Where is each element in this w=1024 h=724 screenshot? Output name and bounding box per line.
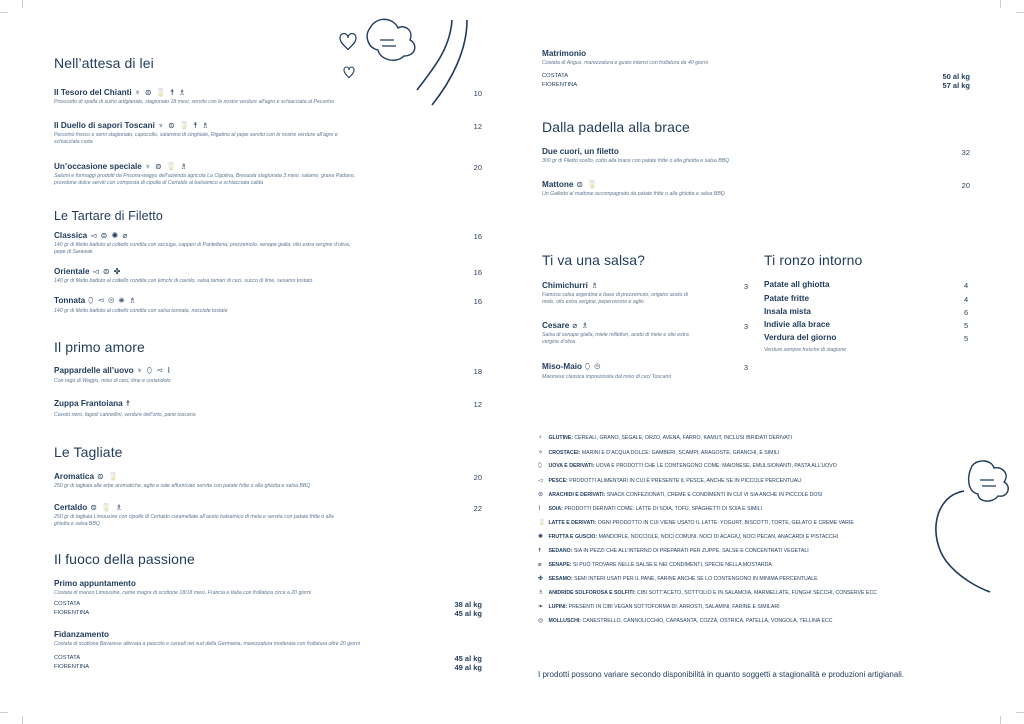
item-name: Zuppa Frantoiana <box>54 399 123 408</box>
crop-mark <box>0 712 8 713</box>
side-item: Insala mista <box>764 307 811 316</box>
allergen-row: ⊜ ARACHIDI E DERIVATI: SNACK CONFEZIONATI, CREME E CONDIMENTI IN CUI VI SIA ANCHE IN PICCOLE DOSI <box>538 492 823 498</box>
item-description: Costata di scottona Bavarese allevata a pascolo e cereali nel sud della Germania, marezzatura moderata con frollatura oltre 20 giorni <box>54 641 360 647</box>
item-description: Maionese classica impreziosita dal miso di ceci Toscano <box>542 374 672 380</box>
crop-mark <box>22 716 23 724</box>
item-name: Certaldo <box>54 503 88 512</box>
crop-mark <box>1000 716 1001 724</box>
item-name: Due cuori, un filetto <box>542 147 619 156</box>
allergen-row: ◅ PESCE: PRODOTTI ALIMENTARI IN CUI È PRESENTE IL PESCE, ANCHE SE IN PICCOLE PERCENTUALI <box>538 478 802 484</box>
cut-label: COSTATA <box>54 601 81 607</box>
section-title-ronzo-intorno: Ti ronzo intorno <box>764 252 863 268</box>
menu-item-tesoro-chianti <box>54 88 474 106</box>
side-price: 4 <box>964 281 969 290</box>
item-price: 10 <box>473 89 482 98</box>
lupin-icon: ❧ <box>538 604 544 610</box>
menu-item-fidanzamento <box>54 630 454 648</box>
item-description: 250 gr di tagliata alle erbe aromatiche, aglio e sale affumicato servita con patate fritte o alla ghiotta e salsa BBQ <box>54 483 311 489</box>
allergen-icons: ♆ ⊜ 🥛 ☨ ♗ <box>134 88 187 97</box>
menu-item-orientale <box>54 267 454 285</box>
allergen-icons: ♆ ⊜ 🥛 ♗ <box>144 162 189 171</box>
item-price: 16 <box>473 297 482 306</box>
item-name: Pappardelle all’uovo <box>54 366 134 375</box>
peanut-icon: ⊜ <box>538 492 544 498</box>
cut-price: 57 al kg <box>942 81 970 90</box>
item-description: 300 gr di Filetto scelto, cotto alla brace con patate fritte o alla ghiotta e salsa BBQ <box>542 158 730 164</box>
crop-mark <box>1000 0 1001 8</box>
item-name: Aromatica <box>54 472 95 481</box>
item-price: 16 <box>473 268 482 277</box>
side-note: Verdure sempre fresche di stagione <box>764 347 846 353</box>
menu-item-miso-maio <box>542 362 732 381</box>
cut-price: 38 al kg <box>454 600 482 609</box>
menu-item-tonnata <box>54 296 454 315</box>
cut-label: COSTATA <box>54 655 81 661</box>
soy-icon: ⌇ <box>538 506 541 512</box>
wheat-icon: ♆ <box>538 435 543 441</box>
item-description: Famosa salsa argentina a base di prezzemolo, origano aceto di mele, olio extra vergine, peperoncino e aglio <box>542 292 688 305</box>
menu-item-pappardelle <box>54 366 454 385</box>
sulphite-icon: ♗ <box>538 590 544 596</box>
allergen-icons: ⬯ ◅ ⊜ ✺ ♗ <box>88 296 138 305</box>
menu-item-occasione-speciale <box>54 162 374 187</box>
allergen-icons: ⊜ 🥛 <box>576 180 599 189</box>
side-item: Patate all ghiotta <box>764 280 830 289</box>
nut-icon: ✺ <box>538 534 544 540</box>
section-title-primo-amore: Il primo amore <box>54 339 145 355</box>
item-name: Il Duello di sapori Toscani <box>54 121 155 130</box>
fish-icon: ◅ <box>538 478 543 484</box>
menu-item-classica <box>54 231 354 256</box>
allergen-icons: ♆ ⬯ ◅ ⌇ <box>136 366 172 375</box>
cut-price: 49 al kg <box>454 663 482 672</box>
allergen-row: ♆ GLUTINE: CEREALI, GRANO, SEGALE, ORZO, AVENA, FARRO, KAMUT, INCLUSI IBRIDATI DERIVATI <box>538 435 792 441</box>
menu-item-due-cuori <box>542 147 922 165</box>
item-description: 140 gr di filetto battuto al coltello condita con salsa tonnata, nocciole tostate <box>54 308 228 314</box>
section-title-attesa: Nell’attesa di lei <box>54 55 154 71</box>
allergen-row: ◎ MOLLUSCHI: CANESTRELLO, CANNOLICCHIO, CAPASANTA, COZZA, OSTRICA, PATELLA, VONGOLA, TELLINA ECC <box>538 618 833 624</box>
cut-label: FIORENTINA <box>54 664 90 670</box>
side-price: 5 <box>964 321 969 330</box>
item-name: Chimichurri <box>542 281 588 290</box>
item-name: Primo appuntamento <box>54 579 136 588</box>
side-item: Patate fritte <box>764 294 810 303</box>
allergen-row: ⬯ UOVA E DERIVATI: UOVA E PRODOTTI CHE LE CONTENGONO COME: MAIONESE, EMULSIONANTI, PASTA ALL’UOVO <box>538 463 837 469</box>
item-name: Mattone <box>542 180 574 189</box>
item-name: Classica <box>54 231 88 240</box>
menu-item-zuppa-frantoiana <box>54 399 454 419</box>
crop-mark <box>1016 12 1024 13</box>
item-name: Fidanzamento <box>54 630 110 639</box>
item-description: Costata di Angus, marezzatura e gusto intensi con frollatura da 40 giorni <box>542 60 708 66</box>
side-price: 4 <box>964 295 969 304</box>
item-description: 250 gr di tagliata Limousine con cipolle di Certaldo caramellate all’aceto balsamico di mela e servita con patate fritte o alla ghiotta e salsa BBQ <box>54 514 334 527</box>
item-name: Matrimonio <box>542 49 587 58</box>
allergen-icons: ♆ ⊜ 🥛 ☨ ♗ <box>157 121 210 130</box>
allergen-icons: ☨ <box>125 399 132 408</box>
menu-item-certaldo <box>54 503 344 528</box>
item-description: Pecorino fresco e semi stagionato, capocollo, salamino di cinghiale, Rigatino al pepe servito con le nostre verdure all’agro e schiacciata carta <box>54 132 338 145</box>
item-price: 32 <box>961 148 970 157</box>
item-name: Cesare <box>542 321 570 330</box>
section-title-padella-brace: Dalla padella alla brace <box>542 119 690 135</box>
menu-item-cesare <box>542 321 702 346</box>
footer-note: I prodotti possono variare secondo disponibilità in quanto soggetti a stagionalità e produzioni artigianali. <box>538 670 905 679</box>
mustard-icon: ⌀ <box>538 562 542 568</box>
menu-item-matrimonio <box>542 49 942 67</box>
cut-label: FIORENTINA <box>542 82 578 88</box>
side-item: Indivie alla brace <box>764 320 830 329</box>
celery-icon: ☨ <box>538 548 542 554</box>
mollusc-icon: ◎ <box>538 618 544 624</box>
section-title-tagliate: Le Tagliate <box>54 444 123 460</box>
item-description: Con ragù di Wagyu, miso di ceci, lime e coriandolo <box>54 378 171 384</box>
allergen-icons: ♗ <box>590 281 600 290</box>
item-name: Miso-Maio <box>542 362 583 371</box>
item-price: 20 <box>473 473 482 482</box>
item-description: 140 gr di filetto battuto al coltello condita con acciuga, capperi di Pantelleria, prezzemolo, senape gialla, olio extra vergine d’oliva, pepe di Sarawak <box>54 242 351 255</box>
allergen-icons: ⊜ 🥛 <box>97 472 119 481</box>
allergen-icons: ⌀ ♗ <box>572 321 590 330</box>
item-price: 16 <box>473 232 482 241</box>
allergen-row: ✤ SESAMO: SEMI INTERI USATI PER IL PANE, FARINE ANCHE SE LO CONTENGONO IN MINIMA PERCENTUALE <box>538 576 818 582</box>
cut-price: 45 al kg <box>454 654 482 663</box>
allergen-icons: ⊜ 🥛 ♗ <box>90 503 124 512</box>
section-title-tartare: Le Tartare di Filetto <box>54 209 163 223</box>
cut-label: COSTATA <box>542 73 569 79</box>
item-name: Orientale <box>54 267 90 276</box>
cut-price: 45 al kg <box>454 609 482 618</box>
cut-price: 50 al kg <box>942 72 970 81</box>
side-price: 5 <box>964 334 969 343</box>
allergen-row: ☨ SEDANO: SIA IN PEZZI CHE ALL’INTERNO DI PREPARATI PER ZUPPE, SALSE E CONCENTRATI VEGETALI <box>538 548 809 554</box>
item-description: Costata di manzo Limousine, carne magra di scottone 18/18 mesi, Francia e Italia con frollatura circa a 20 giorni <box>54 590 312 596</box>
menu-item-chimichurri <box>542 281 702 306</box>
allergen-icons: ◅ ⊜ ✤ <box>92 267 122 276</box>
menu-item-primo-appuntamento <box>54 579 454 597</box>
section-title-fuoco-passione: Il fuoco della passione <box>54 551 195 567</box>
item-price: 12 <box>473 400 482 409</box>
crop-mark <box>0 12 8 13</box>
sesame-icon: ✤ <box>538 576 544 582</box>
item-description: Un Galletto al mattone accompagnato da patate fritte o alla ghiotta e salsa BBQ <box>542 191 725 197</box>
item-price: 3 <box>743 322 748 331</box>
allergen-row: ❧ LUPINI: PRESENTI IN CIBI VEGAN SOTTOFORMA DI: ARROSTI, SALAMINI, FARINE E SIMILARI <box>538 604 780 610</box>
item-price: 3 <box>743 282 748 291</box>
crop-mark <box>1016 712 1024 713</box>
allergen-row: ⌇ SOIA: PRODOTTI DERIVATI COME: LATTE DI SOIA, TOFU, SPAGHETTI DI SOIA E SIMILI <box>538 506 763 512</box>
allergen-icons: ◅ ⊜ ✺ ⌀ <box>90 231 129 240</box>
allergen-row: ✧ CROSTACEI: MARINI E D’ACQUA DOLCE: GAMBERI, SCAMPI, ARAGOSTE, GRANCHI, E SIMILI <box>538 450 780 456</box>
allergen-row: ⌀ SENAPE: SI PUÒ TROVARE NELLE SALSE E NEI CONDIMENTI, SPECIE NELLA MOSTARDA <box>538 562 772 568</box>
milk-icon: 🥛 <box>538 520 546 526</box>
item-description: Salsa di senape gialla, miele millefiori, aceto di mele e olio extra vergine d’oliva <box>542 332 689 345</box>
item-price: 22 <box>473 504 482 513</box>
egg-icon: ⬯ <box>538 463 542 469</box>
item-price: 20 <box>473 163 482 172</box>
item-price: 20 <box>961 181 970 190</box>
item-name: Un’occasione speciale <box>54 162 142 171</box>
allergen-row: 🥛 LATTE E DERIVATI: OGNI PRODOTTO IN CUI VIENE USATO IL LATTE: YOGURT, BISCOTTI, TORTE, GELATO E CREME VARIE <box>538 520 854 526</box>
allergen-row: ✺ FRUTTA E GUSCIO: MANDORLE, NOCCIOLE, NOCI COMUNI, NOCI DI ACAGIÙ, NOCI PECAN, ANACARDI E PISTACCHI <box>538 534 839 540</box>
bee-heart-illustration <box>924 456 1020 596</box>
side-item: Verdura del giorno <box>764 333 837 342</box>
item-description: Salumi e formaggi prodotti da Frisona-wagyu dell’azienda agricola La Cigolina, Bresaola stagionata 3 mesi, salame, grana Padano, provolone dolce serviti con composta di cipolle di Certaldo al balsamico e schiacciata calda <box>54 173 356 186</box>
menu-item-mattone <box>542 180 922 198</box>
item-description: Cavolo nero, fagioli cannellini, verdure dell’orto, pane toscano <box>54 412 196 418</box>
allergen-row: ♗ ANIDRIDE SOLFOROSA E SOLFITI: CIBI SOTT’ACETO, SOTT’OLIO E IN SALAMOIA, MARMELLATE, FUNGHI SECCHI, CONSERVE ECC <box>538 590 877 596</box>
cut-label: FIORENTINA <box>54 610 90 616</box>
section-title-salsa: Ti va una salsa? <box>542 252 646 268</box>
crop-mark <box>22 0 23 8</box>
item-name: Tonnata <box>54 296 86 305</box>
item-price: 18 <box>473 367 482 376</box>
item-price: 3 <box>743 363 748 372</box>
menu-item-aromatica <box>54 472 454 490</box>
side-price: 6 <box>964 308 969 317</box>
item-description: Prosciutto di spalla di suino artigianale, stagionato 18 mesi, servito con le nostre verdure all’agro e schiacciata al Pecorino <box>54 99 334 105</box>
allergen-icons: ⬯ ⊜ <box>585 362 602 371</box>
item-name: Il Tesoro del Chianti <box>54 88 132 97</box>
item-price: 12 <box>473 122 482 131</box>
menu-item-duello-sapori <box>54 121 364 146</box>
item-description: 140 gr di filetto battuto al coltello condita con kimchi di cavolo, salsa tamari di ceci, succo di lime, sesamo tostato <box>54 278 313 284</box>
shrimp-icon: ✧ <box>538 450 544 456</box>
